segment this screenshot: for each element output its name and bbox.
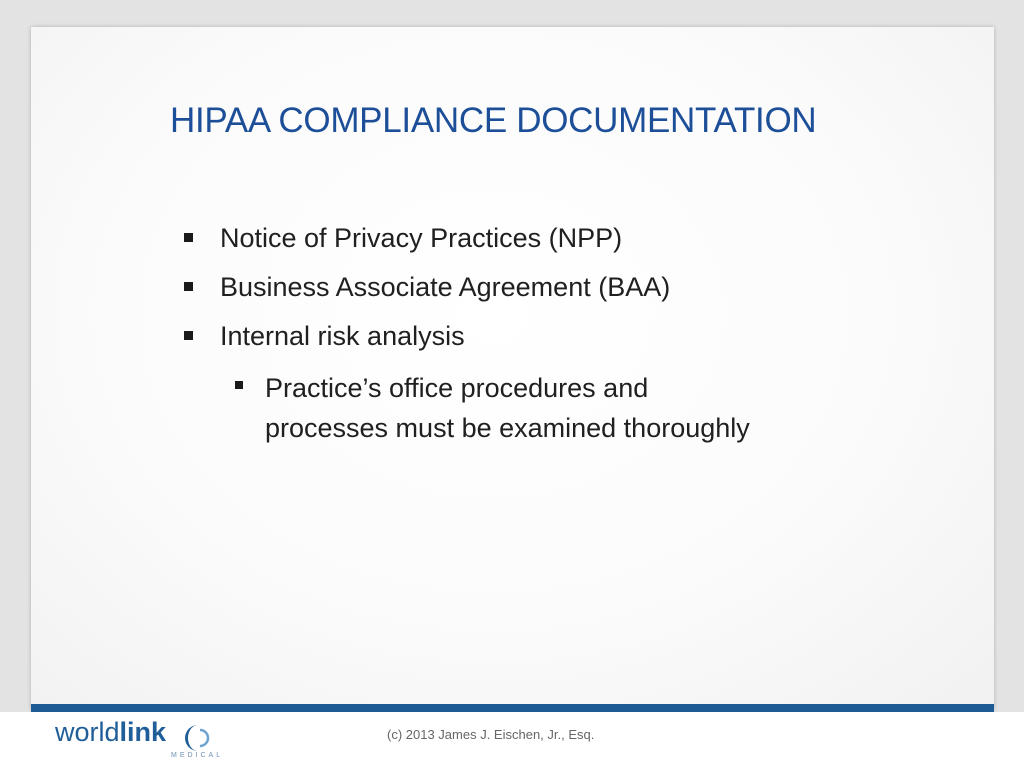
sub-bullet-line-2: processes must be examined thoroughly: [265, 413, 750, 443]
bullet-text: Internal risk analysis: [220, 321, 465, 351]
logo-subtitle: MEDICAL: [171, 752, 224, 759]
sub-bullet-item: [265, 368, 905, 448]
bullet-text: Business Associate Agreement (BAA): [220, 272, 671, 302]
square-bullet-icon: [184, 282, 193, 291]
square-bullet-icon: [184, 331, 193, 340]
logo-wordmark: worldlink: [55, 717, 167, 747]
copyright-text: (c) 2013 James J. Eischen, Jr., Esq.: [387, 727, 595, 742]
bullet-item: [182, 318, 670, 354]
bullet-text: Notice of Privacy Practices (NPP): [220, 223, 623, 253]
square-bullet-icon: [235, 381, 243, 389]
slide-title: HIPAA COMPLIANCE DOCUMENTATION: [170, 101, 817, 140]
bullet-item: [182, 269, 670, 305]
bullet-item: [182, 220, 670, 256]
crescent-logo-icon: [181, 723, 211, 753]
square-bullet-icon: [184, 233, 193, 242]
sub-bullet-line-1: Practice’s office procedures and: [265, 373, 649, 403]
footer-accent-band: [31, 704, 994, 712]
bullet-list: [182, 220, 670, 367]
